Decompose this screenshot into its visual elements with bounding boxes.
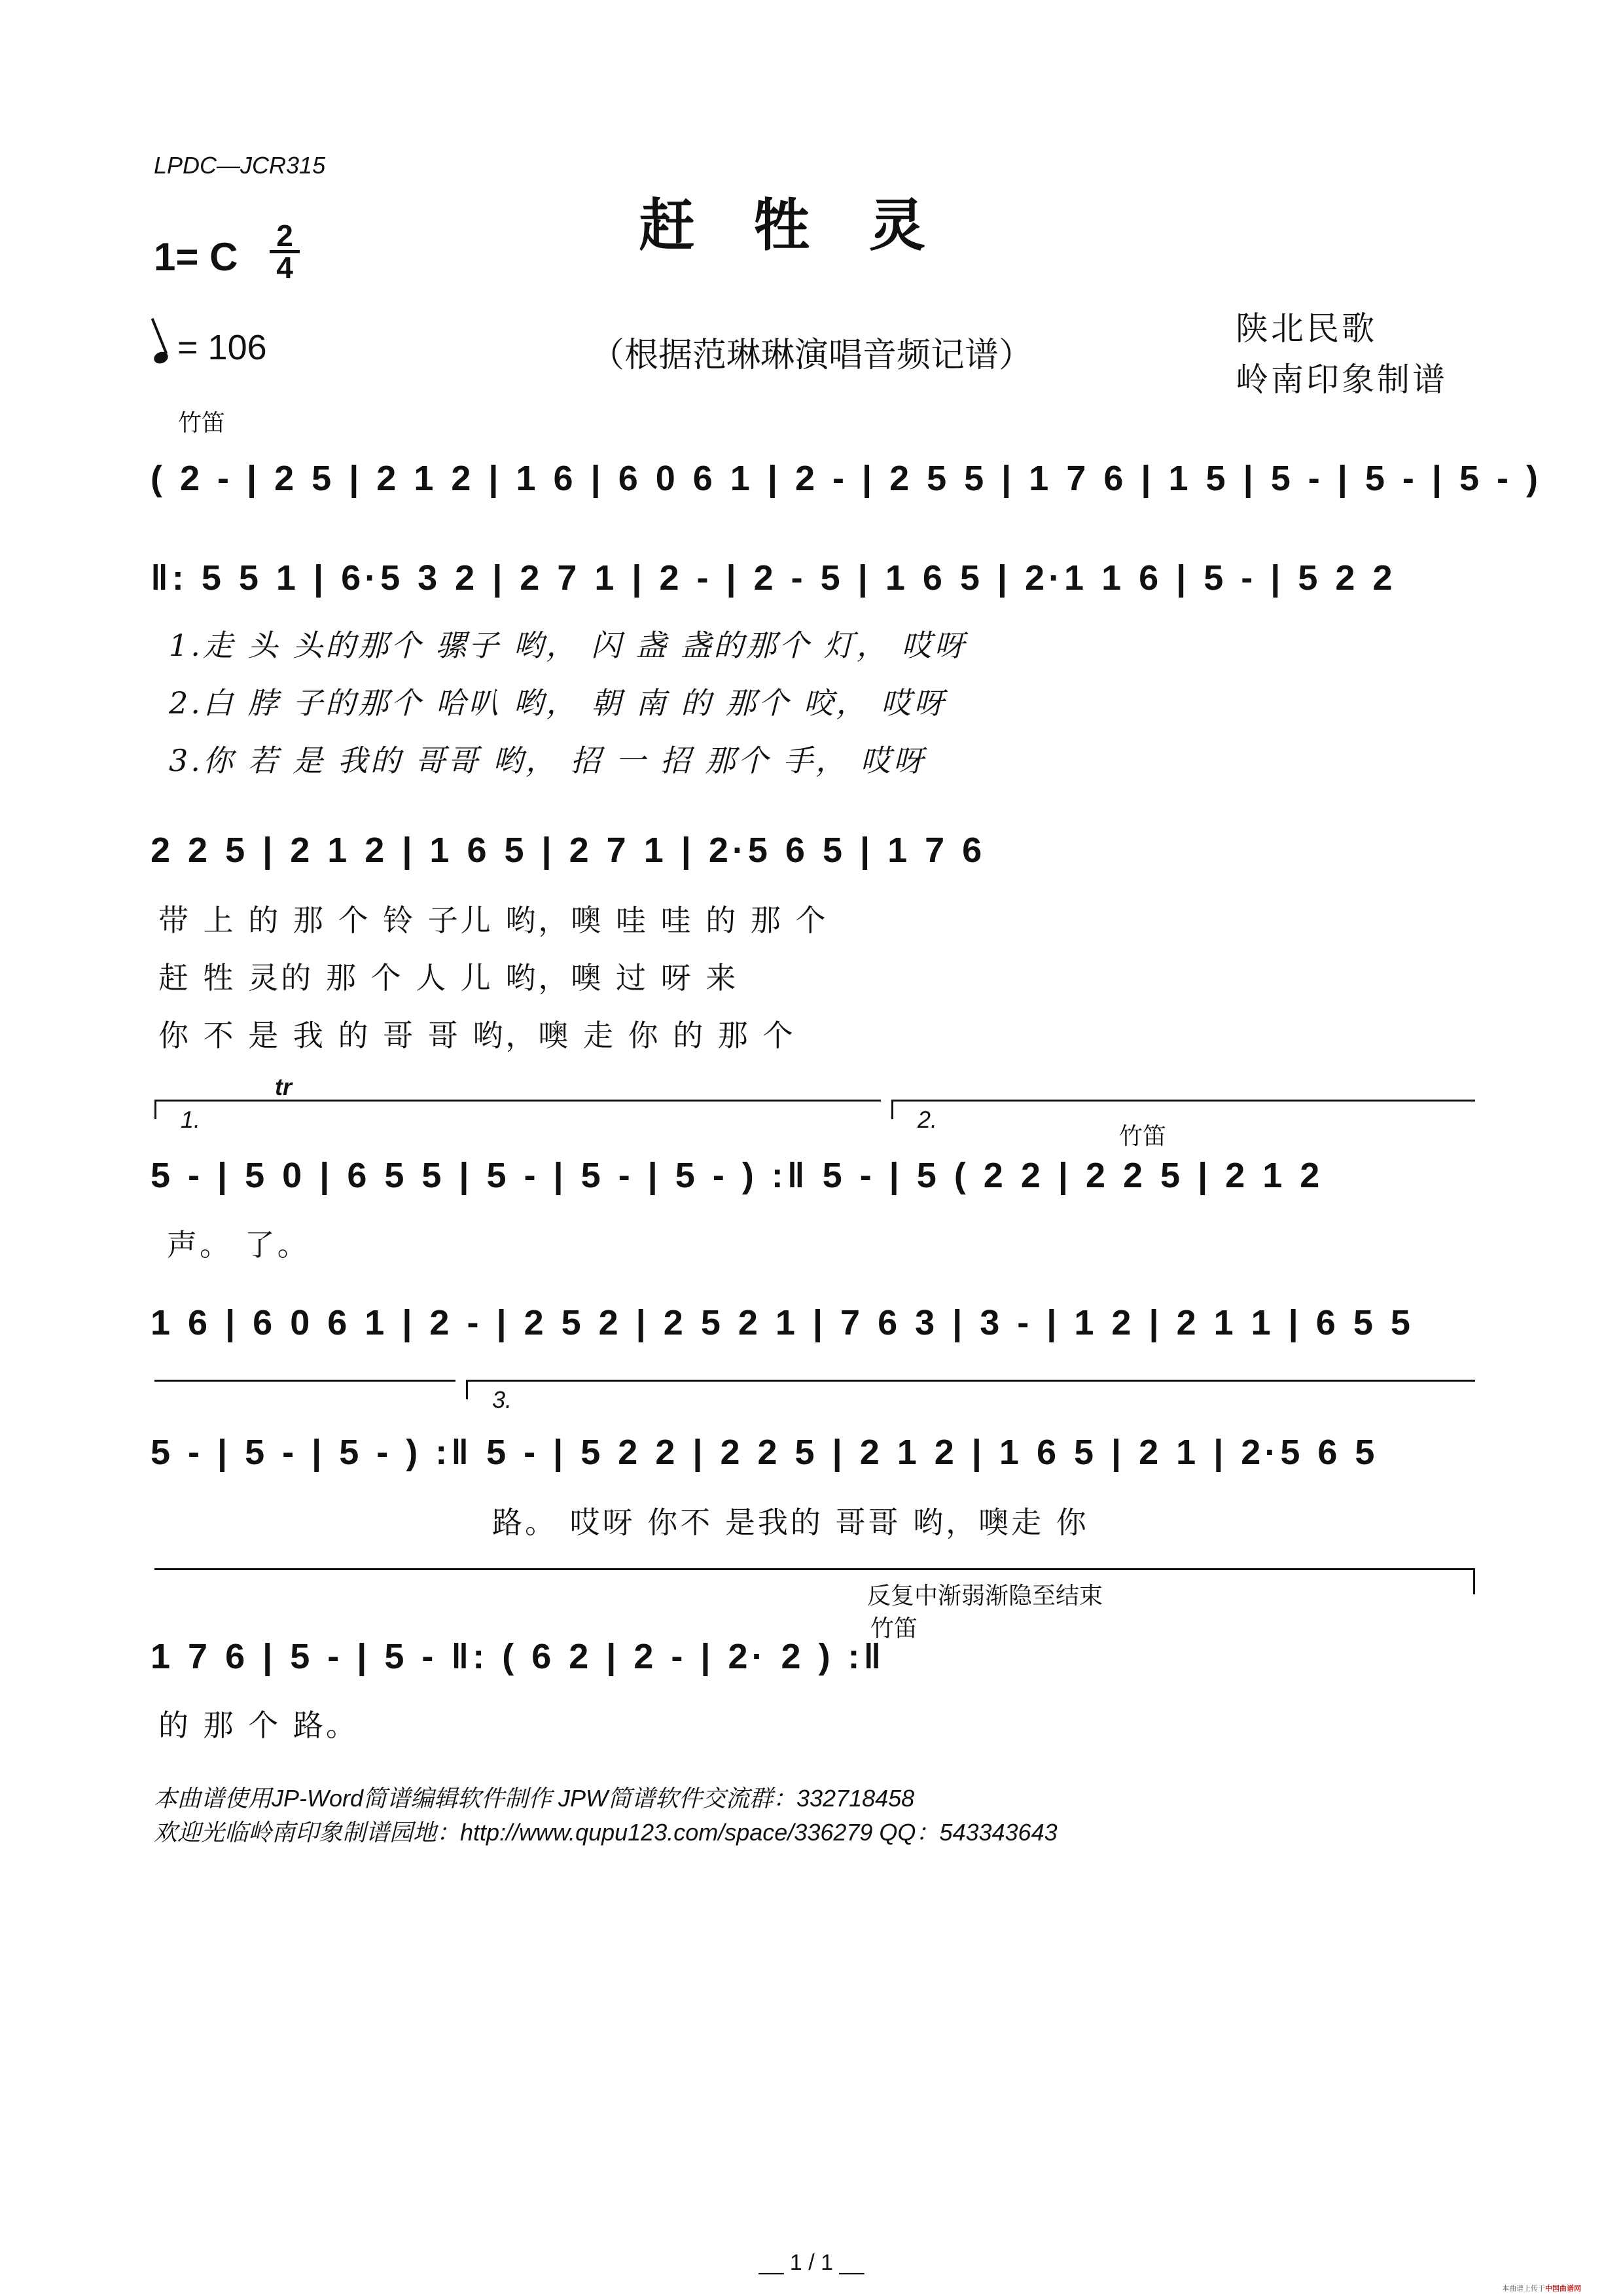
volta-3-bracket [466,1380,1475,1382]
score-line-4: 5 - | 5 0 | 6 5 5 | 5 - | 5 - | 5 - ) :‖ 5 - | 5 ( 2 2 | 2 2 5 | 2 1 2 [151,1156,1324,1195]
subtitle: （根据范琳琳演唱音频记谱） [590,336,1033,375]
lyric-line-6: 路。 哎呀 你不 是我的 哥哥 哟，噢走 你 [492,1505,1089,1540]
key-signature: 1= C [154,235,238,279]
time-signature [270,219,300,285]
score-line-5: 1 6 | 6 0 6 1 | 2 - | 2 5 2 | 2 5 2 1 | 7 6 3 | 3 - | 1 2 | 2 1 1 | 6 5 5 [151,1303,1414,1342]
footer-line-2: 欢迎光临岭南印象制谱园地：http://www.qupu123.com/space/336279 QQ：543343643 [154,1819,1058,1846]
watermark [1502,2283,1581,2293]
volta-1-label: 1. [181,1106,201,1133]
volta-1-hook [154,1100,156,1119]
lyric-verse-2-cont: 赶 牲 灵的 那 个 人 儿 哟，噢 过 呀 来 [158,960,739,996]
fade-bracket-hook [1473,1568,1475,1594]
time-sig-top: 2 [276,219,293,253]
score-line-2: ‖: 5 5 1 | 6·5 3 2 | 2 7 1 | 2 - | 2 - 5 | 1 6 5 | 2·1 1 6 | 5 - | 5 2 2 [151,558,1397,598]
volta-3-label: 3. [492,1386,512,1413]
song-origin: 陕北民歌 [1236,310,1377,348]
score-line-6: 5 - | 5 - | 5 - ) :‖ 5 - | 5 2 2 | 2 2 5 | 2 1 2 | 1 6 5 | 2 1 | 2·5 6 5 [151,1433,1379,1472]
lyric-verse-3: 3.你 若 是 我的 哥哥 哟， 招 一 招 那个 手， 哎呀 [169,743,926,778]
volta-1-bracket [154,1100,881,1102]
lyric-verse-2: 2.白 脖 子的那个 哈叭 哟， 朝 南 的 那个 咬， 哎呀 [169,685,947,721]
score-code: LPDC—JCR315 [154,152,326,179]
instrument-label: 竹笛 [178,409,226,436]
footer-line-1: 本曲谱使用JP-Word简谱编辑软件制作 JPW简谱软件交流群：332718458 [154,1785,915,1812]
score-line-7: 1 7 6 | 5 - | 5 - ‖: ( 6 2 | 2 - | 2· 2 ) :‖ [151,1637,885,1676]
lyric-line-7: 的 那 个 路。 [158,1708,359,1743]
trill-mark: tr [275,1073,292,1100]
tempo-value: = 106 [177,328,267,367]
watermark-text: 本曲谱上传于 [1502,2284,1545,2293]
performance-remark: 反复中渐弱渐隐至结束 [867,1582,1103,1609]
page-title: 赶牲灵 [639,192,984,259]
instrument-label-3: 竹笛 [870,1615,918,1641]
page-number: __ 1 / 1 __ [758,2250,865,2275]
instrument-label-2: 竹笛 [1119,1122,1167,1149]
continuation-bracket [154,1380,455,1382]
volta-2-label: 2. [918,1106,938,1133]
lyric-verse-3-cont: 你 不 是 我 的 哥 哥 哟，噢 走 你 的 那 个 [158,1018,796,1053]
volta-2-hook [891,1100,893,1119]
score-line-3: 2 2 5 | 2 1 2 | 1 6 5 | 2 7 1 | 2·5 6 5 | 1 7 6 [151,831,986,870]
lyric-verse-1-cont: 带 上 的 那 个 铃 子儿 哟，噢 哇 哇 的 那 个 [158,903,829,938]
lyric-verse-1: 1.走 头 头的那个 骡子 哟， 闪 盏 盏的那个 灯， 哎呀 [169,628,967,663]
time-sig-bottom: 4 [276,251,293,285]
lyric-line-4: 声。 了。 [167,1227,310,1263]
watermark-mark: 中国曲谱网 [1545,2284,1581,2293]
volta-3-hook [466,1380,468,1399]
fade-bracket [154,1568,1475,1570]
volta-2-bracket [891,1100,1475,1102]
score-line-1: ( 2 - | 2 5 | 2 1 2 | 1 6 | 6 0 6 1 | 2 - | 2 5 5 | 1 7 6 | 1 5 | 5 - | 5 - | 5 - ) [151,459,1542,498]
arranger: 岭南印象制谱 [1236,361,1448,399]
